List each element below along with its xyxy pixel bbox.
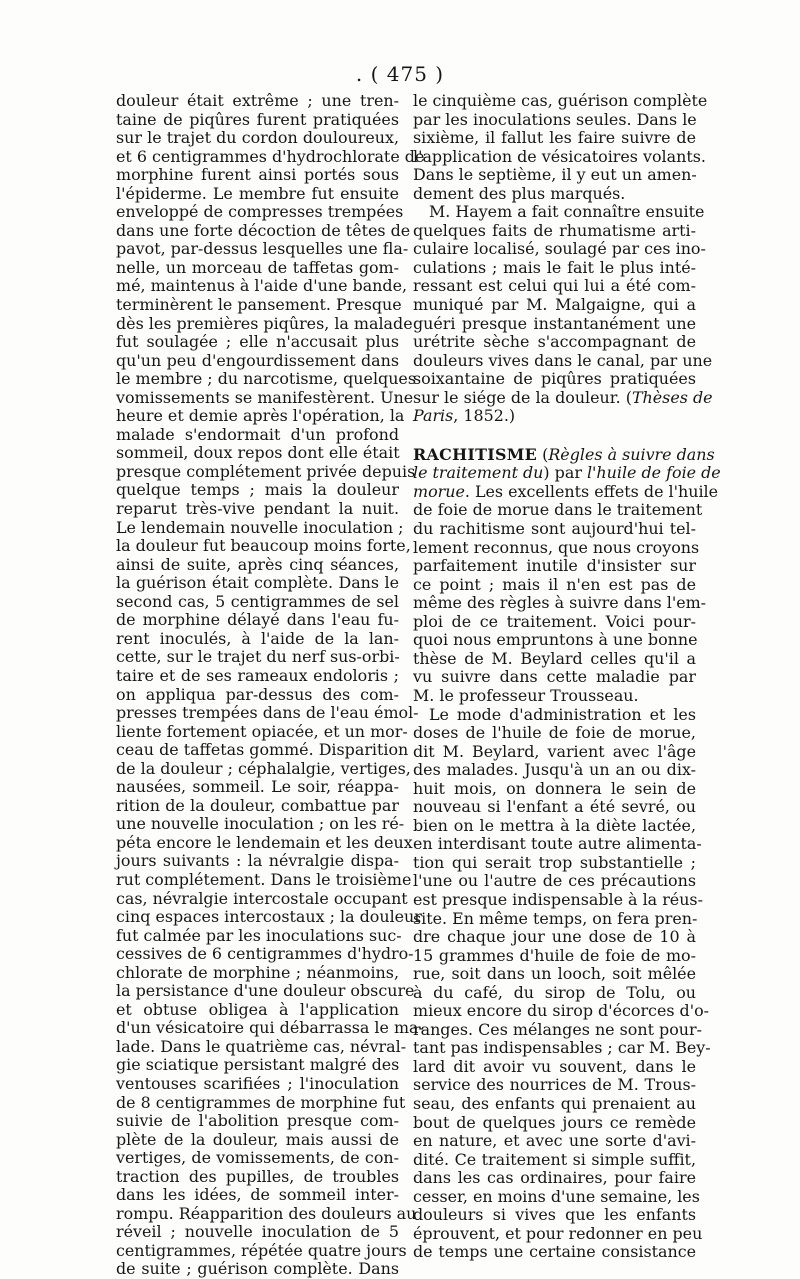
text-line: par les inoculations seules. Dans le <box>413 109 697 129</box>
text-line: sur le siége de la douleur. (Thèses de <box>413 387 713 407</box>
text-line: vomissements se manifestèrent. Une <box>116 387 414 407</box>
text-line: de morphine délayé dans l'eau fu- <box>116 610 399 630</box>
citation-line <box>413 407 696 426</box>
text-line: mé, maintenus à l'aide d'une bande, <box>116 276 408 296</box>
text-line: dement des plus marqués. <box>413 183 626 203</box>
text-line: nausées, sommeil. Le soir, réappa- <box>116 777 399 797</box>
text-line: bout de quelques jours ce remède <box>413 1112 696 1132</box>
text-line: chlorate de morphine ; néanmoins, <box>116 962 399 982</box>
text-line: nelle, un morceau de taffetas gom- <box>116 257 399 277</box>
text-line: rut complétement. Dans le troisième <box>116 869 412 889</box>
text-line: tion qui serait trop substantielle ; <box>413 852 696 872</box>
text-line: l'épiderme. Le membre fut ensuite <box>116 183 399 203</box>
paragraph-beylard <box>413 704 711 1262</box>
text-line: des malades. Jusqu'à un an ou dix- <box>413 760 696 780</box>
text-line: quelque temps ; mais la douleur <box>116 480 399 500</box>
text-line: l'une ou l'autre de ces précautions <box>413 871 696 891</box>
text-line: presses trempées dans de l'eau émol- <box>116 703 419 723</box>
text-line: ploi de ce traitement. Voici pour- <box>413 611 696 631</box>
rachitisme-first-line <box>413 481 719 502</box>
text-line: culations ; mais le fait le plus inté- <box>413 257 696 277</box>
text-line: enveloppé de compresses trempées <box>116 202 404 222</box>
text-line: douleurs vives dans le canal, par une <box>413 350 713 370</box>
text-line: jours suivants : la névralgie dispa- <box>116 851 399 871</box>
text-line: liente fortement opiacée, et un mor- <box>116 721 408 741</box>
text-line: Le lendemain nouvelle inoculation ; <box>116 517 404 537</box>
text-line: dans une forte décoction de têtes de <box>116 220 411 240</box>
page-number: . ( 475 ) <box>355 62 445 86</box>
text-line: site. En même temps, on fera pren- <box>413 908 698 928</box>
text-line: une nouvelle inoculation ; on les ré- <box>116 814 405 834</box>
text-line: vu suivre dans cette maladie par <box>413 667 696 687</box>
text-line: de suite ; guérison complète. Dans <box>116 1259 399 1279</box>
text-line: parfaitement inutile d'insister sur <box>413 556 696 576</box>
right-column <box>413 91 721 1262</box>
text-line: presque complétement privée depuis <box>116 461 416 481</box>
text-line: sixième, il fallut les faire suivre de <box>413 128 696 148</box>
text-line: nouveau si l'enfant a été sevré, ou <box>413 797 696 817</box>
text-line: soixantaine de piqûres pratiquées <box>413 369 696 389</box>
section-subtitle: Règles à suivre dans <box>548 444 715 464</box>
text-line: dans les idées, de sommeil inter- <box>116 1185 399 1205</box>
text-line: ranges. Ces mélanges ne sont pour- <box>413 1019 702 1039</box>
text-line: lade. Dans le quatrième cas, névral- <box>116 1036 407 1056</box>
text-line: cette, sur le trajet du nerf sus-orbi- <box>116 647 400 667</box>
text-line: dité. Ce traitement si simple suffit, <box>413 1149 696 1169</box>
text-line: dans les cas ordinaires, pour faire <box>413 1168 696 1188</box>
text-line: urétrite sèche s'accompagnant de <box>413 332 696 352</box>
text-line: taine de piqûres furent pratiquées <box>116 109 399 129</box>
text-line: morphine furent ainsi portés sous <box>116 165 399 185</box>
text-line: dès les premières piqûres, la malade <box>116 313 413 333</box>
text-line: thèse de M. Beylard celles qu'il a <box>413 648 696 668</box>
text-line: doses de l'huile de foie de morue, <box>413 723 696 743</box>
text-line: fut calmée par les inoculations suc- <box>116 925 402 945</box>
section-subtitle-5: morue <box>413 481 465 501</box>
text-line: de 8 centigrammes de morphine fut <box>116 1092 406 1112</box>
text-line: du rachitisme sont aujourd'hui tel- <box>413 519 696 539</box>
paragraph-hayem <box>413 202 713 407</box>
text-line: le cinquième cas, guérison complète <box>413 91 708 110</box>
text-line: ce point ; mais il n'en est pas de <box>413 574 696 594</box>
text-line: péta encore le lendemain et les deux <box>116 832 413 852</box>
text-line: éprouvent, et pour redonner en peu <box>413 1223 703 1243</box>
text-line: guéri presque instantanément une <box>413 313 696 333</box>
text-line: en interdisant toute autre alimenta- <box>413 834 702 854</box>
text-line: ainsi de suite, après cinq séances, <box>116 554 399 574</box>
text-line: de foie de morue dans le traitement <box>413 500 703 520</box>
text-line: fut soulagée ; elle n'accusait plus <box>116 332 399 352</box>
text-line: en nature, et avec une sorte d'avi- <box>413 1131 696 1151</box>
text-line: sommeil, doux repos dont elle était <box>116 443 400 463</box>
text-line: ceau de taffetas gommé. Disparition <box>116 740 409 760</box>
text-line: rompu. Réapparition des douleurs au <box>116 1203 417 1223</box>
text-line: rition de la douleur, combattue par <box>116 795 399 815</box>
text-line: la douleur fut beaucoup moins forte, <box>116 536 411 556</box>
text-line: d'un vésicatoire qui débarrassa le ma- <box>116 1018 424 1038</box>
text-line: la guérison était complète. Dans le <box>116 573 399 593</box>
text-line: rue, soit dans un looch, soit mêlée <box>413 964 696 984</box>
text-line: suivie de l'abolition presque com- <box>116 1111 399 1131</box>
text-line: ressant est celui qui lui a été com- <box>413 276 696 296</box>
text-line: M. Hayem a fait connaître ensuite <box>429 202 705 222</box>
paragraph-cases-end <box>413 91 708 203</box>
text-line: traction des pupilles, de troubles <box>116 1166 399 1186</box>
text-line: cinq espaces intercostaux ; la douleur <box>116 907 422 927</box>
text-line: service des nourrices de M. Trous- <box>413 1075 696 1095</box>
text-line: reparut très-vive pendant la nuit. <box>116 499 399 519</box>
text-line: qu'un peu d'engourdissement dans <box>116 350 399 370</box>
citation-year: , 1852.) <box>453 406 516 426</box>
text-line: est presque indispensable à la réus- <box>413 889 703 909</box>
text-line: de temps une certaine consistance <box>413 1242 696 1262</box>
text-line: muniqué par M. Malgaigne, qui a <box>413 295 696 315</box>
section-subtitle-4: l'huile de foie de <box>586 463 721 483</box>
text-line: plète de la douleur, mais aussi de <box>116 1129 399 1149</box>
text-line: réveil ; nouvelle inoculation de 5 <box>116 1222 399 1242</box>
text-line: bien on le mettra à la diète lactée, <box>413 815 696 835</box>
text-line: M. le professeur Trousseau. <box>413 685 639 705</box>
text-line: douleur était extrême ; une tren- <box>116 91 399 110</box>
text-line: pavot, par-dessus lesquelles une fla- <box>116 239 409 259</box>
text-line: lement reconnus, que nous croyons <box>413 537 700 557</box>
text-line: 15 grammes d'huile de foie de mo- <box>413 945 696 965</box>
text-line: cessives de 6 centigrammes d'hydro- <box>116 944 414 964</box>
text-line: second cas, 5 centigrammes de sel <box>116 591 399 611</box>
text-line: même des règles à suivre dans l'em- <box>413 593 707 613</box>
text-line: cesser, en moins d'une semaine, les <box>413 1186 700 1206</box>
text-line: à du café, du sirop de Tolu, ou <box>413 982 696 1002</box>
text-line: cas, névralgie intercostale occupant <box>116 888 408 908</box>
text-line: malade s'endormait d'un profond <box>116 424 399 444</box>
text-line: quoi nous empruntons à une bonne <box>413 630 698 650</box>
text-line: huit mois, on donnera le sein de <box>413 778 696 798</box>
text-line: mieux encore du sirop d'écorces d'o- <box>413 1001 710 1021</box>
text-line: Le mode d'administration et les <box>429 704 696 724</box>
text-line: quelques faits de rhumatisme arti- <box>413 220 696 240</box>
text-line: gie sciatique persistant malgré des <box>116 1055 400 1075</box>
rachitisme-subtitle-line <box>413 463 721 483</box>
left-column <box>116 91 425 1279</box>
text-line: culaire localisé, soulagé par ces ino- <box>413 239 706 259</box>
citation-title-end: Paris <box>413 406 454 426</box>
text-line: sur le trajet du cordon douloureux, <box>116 128 399 148</box>
text-line: taire et de ses rameaux endoloris ; <box>116 665 399 685</box>
citation-title: Thèses de <box>631 387 713 407</box>
section-heading: RACHITISME <box>413 444 538 464</box>
text-line: Dans le septième, il y eut un amen- <box>413 165 697 185</box>
text-line: le membre ; du narcotisme, quelques <box>116 369 416 389</box>
section-subtitle-3: ) par <box>543 463 587 483</box>
text-line: terminèrent le pansement. Presque <box>116 295 402 315</box>
text-line: seau, des enfants qui prenaient au <box>413 1093 696 1113</box>
text-line: de la douleur ; céphalalgie, vertiges, <box>116 758 411 778</box>
text-line: et 6 centigrammes d'hydrochlorate de <box>116 146 425 166</box>
text-line: et obtuse obligea à l'application <box>116 999 399 1019</box>
paragraph-rachitisme <box>413 500 707 705</box>
text-line: heure et demie après l'opération, la <box>116 406 405 426</box>
text-line: la persistance d'une douleur obscure <box>116 981 415 1001</box>
text-line: ventouses scarifiées ; l'inoculation <box>116 1073 399 1093</box>
section-gap <box>413 426 696 446</box>
text-line: centigrammes, répétée quatre jours <box>116 1240 407 1260</box>
text-line: rent inoculés, à l'aide de la lan- <box>116 628 399 648</box>
text-line: on appliqua par-dessus des com- <box>116 684 399 704</box>
section-subtitle-2: le traitement du <box>413 463 544 483</box>
text-line: lard dit avoir vu souvent, dans le <box>413 1056 696 1076</box>
text-line: douleurs si vives que les enfants <box>413 1205 696 1225</box>
text-line: tant pas indispensables ; car M. Bey- <box>413 1038 711 1058</box>
rachitisme-heading-line <box>413 444 715 465</box>
rachitisme-text-start: . Les excellents effets de l'huile <box>464 481 719 501</box>
text-line: dit M. Beylard, varient avec l'âge <box>413 741 696 761</box>
text-line: dre chaque jour une dose de 10 à <box>413 927 696 947</box>
text-line: l'application de vésicatoires volants. <box>413 146 706 166</box>
heading-paren: ( <box>537 444 549 464</box>
text-line: vertiges, de vomissements, de con- <box>116 1148 399 1168</box>
